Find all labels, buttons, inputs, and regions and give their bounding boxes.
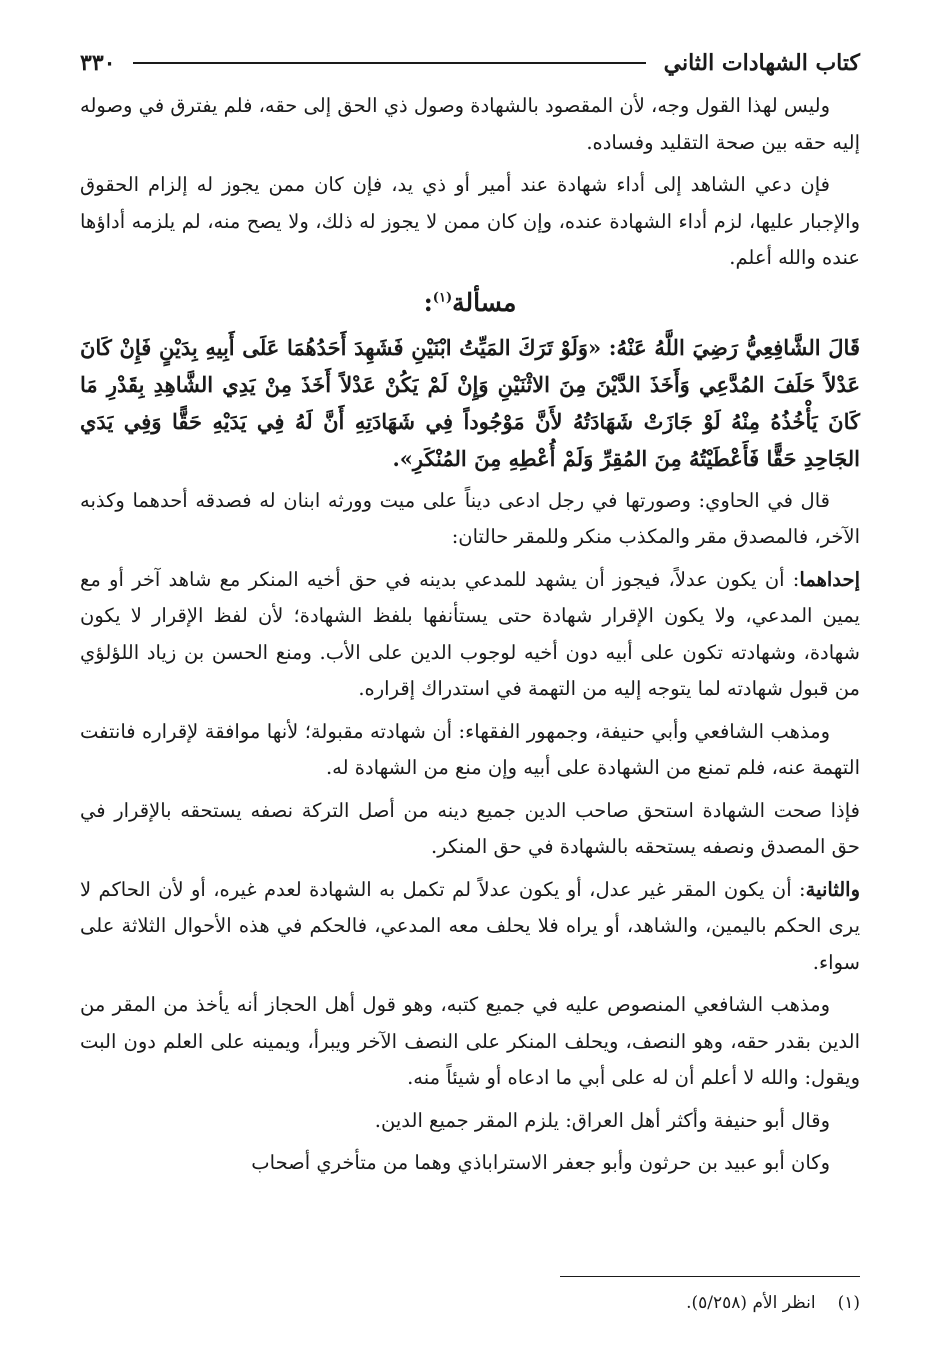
footnote-reference: (١) bbox=[432, 290, 453, 306]
paragraph: وكان أبو عبيد بن حرثون وأبو جعفر الاستراباذي وهما من متأخري أصحاب bbox=[251, 1151, 830, 1174]
paragraph-second-case bbox=[80, 872, 860, 982]
paragraph: ومذهب الشافعي المنصوص عليه في جميع كتبه، وهو قول أهل الحجاز أنه يأخذ من المقر من الدين بقدر حقه، وهو النصف، ويحلف المنكر على النصف الآخر ويبرأ، ويمينه على العلم دون البت ويقول: والله لا أعلم أن له على أبي ما ادعاه أو شيئاً منه. bbox=[80, 993, 860, 1089]
footnote-number: (١) bbox=[837, 1293, 860, 1313]
case-text: : أن يكون عدلاً، فيجوز أن يشهد للمدعي بدينه في حق أخيه المنكر مع شاهد آخر أو مع يمين المدعي، ولا يكون الإقرار شهادة حتى يستأنفها بلفظ الشهادة؛ لأن لفظ الإقرار لا يكون شهادة، وشهادته تكون على أبيه دون أخيه لوجوب الدين على الأب. ومنع الحسن بن زياد اللؤلؤي من قبول شهادته لما يتوجه إليه من التهمة في استدراك إقراره. bbox=[80, 567, 861, 700]
paragraph: ومذهب الشافعي وأبي حنيفة، وجمهور الفقهاء: أن شهادته مقبولة؛ لأنها موافقة لإقراره فانتفت التهمة عنه، فلم تمنع من الشهادة على أبيه وإن منع من الشهادة له. bbox=[80, 719, 860, 779]
footnote-text: انظر الأم (٥/٢٥٨). bbox=[686, 1293, 816, 1313]
paragraph: فإذا صحت الشهادة استحق صاحب الدين جميع دينه من أصل التركة نصفه يستحقه بالإقرار في حق المصدق ونصفه يستحقه بالشهادة في حق المنكر. bbox=[80, 798, 860, 858]
section-colon: : bbox=[423, 287, 433, 317]
section-title: مسألة bbox=[452, 287, 517, 317]
paragraph-first-case bbox=[80, 562, 860, 708]
case-text: : أن يكون المقر غير عدل، أو يكون عدلاً لم تكمل به الشهادة لعدم غيره، أو لأن الحاكم لا يرى الحكم باليمين، والشاهد، أو يراه فلا يحلف معه المدعي، فالحكم في هذه الأحوال الثلاثة على سواء. bbox=[80, 877, 860, 974]
case-lead: إحداهما bbox=[799, 567, 860, 591]
page-body bbox=[80, 88, 860, 1182]
page-header bbox=[80, 40, 860, 86]
page-number: ٣٣٠ bbox=[80, 50, 116, 76]
header-rule bbox=[133, 62, 645, 64]
paragraph: وقال أبو حنيفة وأكثر أهل العراق: يلزم المقر جميع الدين. bbox=[374, 1108, 830, 1132]
case-lead: والثانية bbox=[805, 877, 860, 901]
footnote bbox=[80, 1290, 860, 1316]
shafii-quote: قَالَ الشَّافِعِيُّ رَضِيَ اللَّهُ عَنْهُ: «وَلَوْ تَرَكَ المَيِّتُ ابْنَيْنِ فَشَهِدَ أَحَدُهُمَا عَلَى أَبِيهِ بِدَيْنٍ فَإِنْ كَانَ عَدْلاً حَلَفَ المُدَّعِي وَأَخَذَ الدَّيْنَ مِنَ الاثْنَيْنِ وَإِنْ لَمْ يَكُنْ عَدْلاً أَخَذَ مِنْ يَدِي الشَّاهِدِ بِقَدْرِ مَا كَانَ يَأْخُذُهُ مِنْهُ لَوْ جَازَتْ شَهَادَتُهُ لأَنَّ مَوْجُوداً فِي شَهَادَتِهِ أَنَّ لَهُ فِي يَدَيْهِ حَقًّا وَفِي يَدَي الجَاحِدِ حَقًّا فَأَعْطَيْتُهُ مِنَ المُقِرِّ وَلَمْ أُعْطِهِ مِنَ المُنْكَرِ». bbox=[80, 334, 860, 471]
footnote-rule bbox=[560, 1276, 860, 1277]
paragraph: قال في الحاوي: وصورتها في رجل ادعى ديناً على ميت وورثه ابنان له فصدقه أحدهما وكذبه الآخر، فالمصدق مقر والمكذب منكر وللمقر حالتان: bbox=[80, 488, 860, 548]
section-heading bbox=[80, 283, 860, 323]
paragraph: وليس لهذا القول وجه، لأن المقصود بالشهادة وصول ذي الحق إلى حقه، فلم يفترق في وصوله إليه حقه بين صحة التقليد وفساده. bbox=[80, 94, 860, 154]
paragraph: فإن دعي الشاهد إلى أداء شهادة عند أمير أو ذي يد، فإن كان ممن يجوز له إلزام الحقوق والإجبار عليها، لزم أداء الشهادة عنده، وإن كان ممن لا يجوز له ذلك، ولا يصح منه، لم يلزمه أداؤها عنده والله أعلم. bbox=[80, 173, 860, 269]
running-title: كتاب الشهادات الثاني bbox=[663, 50, 860, 76]
